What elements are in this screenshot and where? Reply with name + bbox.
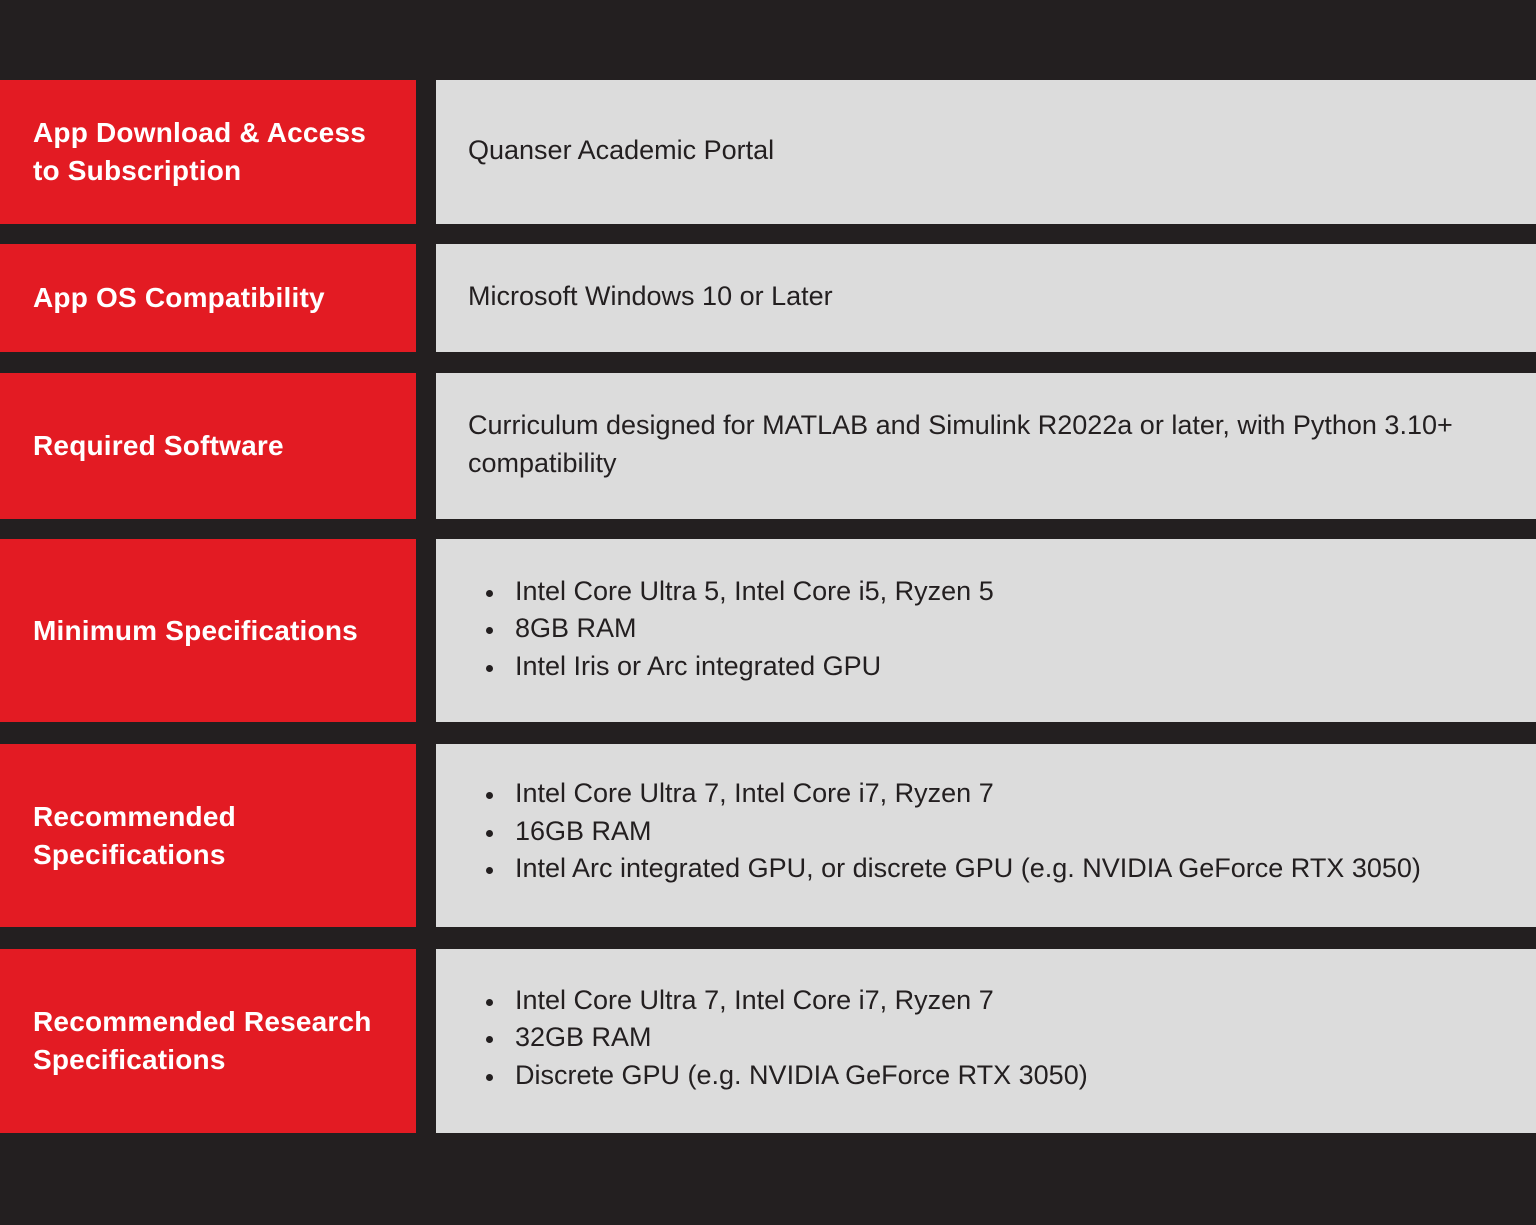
- bullet-icon: [486, 999, 493, 1006]
- row-value-cell: [436, 244, 1536, 352]
- list-item-text: 16GB RAM: [515, 815, 652, 846]
- row-label: App Download & Access to Subscription: [33, 117, 366, 186]
- row-value: Microsoft Windows 10 or Later: [468, 281, 833, 311]
- list-item-text: Intel Arc integrated GPU, or discrete GPU (e.g. NVIDIA GeForce RTX 3050): [515, 853, 1421, 884]
- list-item-text: Intel Core Ultra 7, Intel Core i7, Ryzen 7: [515, 984, 994, 1015]
- row-label: Recommended Specifications: [33, 800, 236, 870]
- row-value: Quanser Academic Portal: [468, 135, 775, 165]
- row-label-cell: [0, 80, 416, 224]
- spec-row-required-software: [0, 373, 1536, 519]
- row-value: Curriculum designed for MATLAB and Simulink R2022a or later, with Python 3.10+ compatibility: [468, 410, 1453, 478]
- row-value-cell: [436, 744, 1536, 927]
- spec-row-app-download: [0, 80, 1536, 224]
- row-value-cell: [436, 949, 1536, 1133]
- spec-bullet-list: [468, 573, 994, 686]
- row-label-cell: [0, 373, 416, 519]
- list-item: [468, 775, 1421, 813]
- row-label: App OS Compatibility: [33, 282, 325, 313]
- bullet-icon: [486, 665, 493, 672]
- row-label-cell: [0, 744, 416, 927]
- list-item: [468, 1019, 1088, 1057]
- bullet-icon: [486, 590, 493, 597]
- list-item-text: 32GB RAM: [515, 1022, 652, 1053]
- row-value-cell: [436, 80, 1536, 224]
- bullet-icon: [486, 867, 493, 874]
- list-item-text: Discrete GPU (e.g. NVIDIA GeForce RTX 3050): [515, 1059, 1088, 1090]
- row-label: Required Software: [33, 430, 284, 461]
- list-item: [468, 1057, 1088, 1095]
- bullet-icon: [486, 1074, 493, 1081]
- bullet-icon: [486, 792, 493, 799]
- bullet-icon: [486, 830, 493, 837]
- list-item: [468, 573, 994, 611]
- spec-bullet-list: [468, 982, 1088, 1095]
- spec-bullet-list: [468, 775, 1421, 888]
- row-label-cell: [0, 539, 416, 722]
- row-label: Minimum Specifications: [33, 614, 358, 646]
- list-item-text: 8GB RAM: [515, 613, 637, 644]
- spec-row-recommended-specifications: [0, 744, 1536, 927]
- spec-row-recommended-research-specifications: [0, 949, 1536, 1133]
- list-item: [468, 982, 1088, 1020]
- list-item-text: Intel Core Ultra 7, Intel Core i7, Ryzen 7: [515, 778, 994, 809]
- bullet-icon: [486, 1036, 493, 1043]
- row-value-cell: [436, 373, 1536, 519]
- spec-row-os-compatibility: [0, 244, 1536, 352]
- list-item-text: Intel Iris or Arc integrated GPU: [515, 650, 882, 681]
- row-label-cell: [0, 244, 416, 352]
- list-item: [468, 850, 1421, 888]
- list-item: [468, 610, 994, 648]
- row-value-cell: [436, 539, 1536, 722]
- list-item-text: Intel Core Ultra 5, Intel Core i5, Ryzen 5: [515, 575, 994, 606]
- list-item: [468, 648, 994, 686]
- row-label: Recommended Research Specifications: [33, 1006, 372, 1075]
- bullet-icon: [486, 627, 493, 634]
- list-item: [468, 813, 1421, 851]
- spec-row-minimum-specifications: [0, 539, 1536, 722]
- row-label-cell: [0, 949, 416, 1133]
